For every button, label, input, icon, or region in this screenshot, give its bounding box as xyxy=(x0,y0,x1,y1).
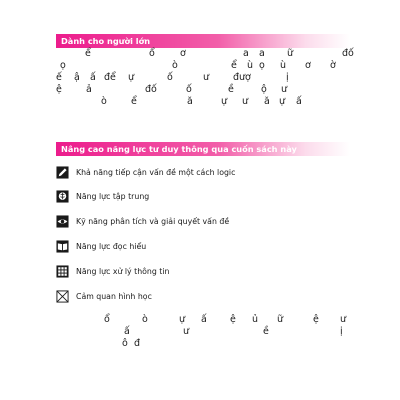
text-fragment: đố xyxy=(342,48,354,59)
shapes-icon xyxy=(56,290,69,303)
text-fragment: đố xyxy=(145,84,157,95)
skill-item-geometry xyxy=(56,284,356,308)
text-fragment: ấ xyxy=(201,314,207,325)
skill-item-focus xyxy=(56,185,356,209)
text-fragment: ự xyxy=(279,96,286,107)
book-icon xyxy=(56,240,69,253)
skill-label: Kỹ năng phân tích và giải quyết vấn đề xyxy=(76,217,230,227)
skill-item-analysis xyxy=(56,210,356,234)
text-fragment: ư xyxy=(281,84,288,95)
text-fragment: ù xyxy=(280,60,287,71)
text-fragment: đượ xyxy=(233,72,251,83)
text-fragment: ề xyxy=(263,326,269,337)
text-fragment: để xyxy=(104,72,116,83)
text-fragment: ố xyxy=(167,72,173,83)
text-fragment: ể xyxy=(131,96,137,107)
text-fragment: ị xyxy=(340,326,343,337)
text-fragment: ò xyxy=(142,314,148,325)
skills-footer-text xyxy=(56,314,356,350)
text-fragment: ữ xyxy=(277,314,284,325)
text-fragment: ổ xyxy=(104,314,110,325)
text-fragment: ơ xyxy=(305,60,311,71)
text-fragment: ệ xyxy=(56,84,62,95)
brain-icon xyxy=(56,190,69,203)
skill-label: Năng lực tập trung xyxy=(76,192,150,202)
adult-description-line xyxy=(56,72,356,84)
text-fragment: ệ xyxy=(230,314,236,325)
skills-footer-line xyxy=(56,314,356,326)
skill-label: Cảm quan hình học xyxy=(76,291,152,301)
text-fragment: ữ xyxy=(287,48,294,59)
text-fragment: ư xyxy=(183,326,190,337)
text-fragment: ấ xyxy=(124,326,130,337)
skill-list xyxy=(56,160,356,309)
text-fragment: a xyxy=(243,48,249,59)
text-fragment: ù xyxy=(247,60,254,71)
text-fragment: ọ xyxy=(60,60,66,71)
section-heading-skills: Nâng cao năng lực tư duy thông qua cuốn sách này xyxy=(56,142,350,156)
skills-footer-line xyxy=(56,326,356,338)
text-fragment: ề xyxy=(228,84,234,95)
adult-description xyxy=(56,48,356,108)
text-fragment: ự xyxy=(128,72,135,83)
section-heading-adults: Dành cho người lớn xyxy=(56,34,350,48)
grid-icon xyxy=(56,265,69,278)
skill-label: Khả năng tiếp cận vấn đề một cách logic xyxy=(76,167,236,177)
text-fragment: ự xyxy=(179,314,186,325)
text-fragment: ộ xyxy=(261,84,267,95)
skill-label: Năng lực xử lý thông tin xyxy=(76,267,170,277)
text-fragment: ả xyxy=(86,84,92,95)
text-fragment: ư xyxy=(242,96,249,107)
text-fragment: ấ xyxy=(90,72,96,83)
text-fragment: ọ xyxy=(259,60,265,71)
text-fragment: ố xyxy=(186,84,192,95)
skill-item-logic xyxy=(56,160,356,184)
text-fragment: ô xyxy=(122,338,128,349)
text-fragment: ò xyxy=(172,60,178,71)
text-fragment: ệ xyxy=(313,314,319,325)
text-fragment: ò xyxy=(101,96,107,107)
adult-description-line xyxy=(56,48,356,60)
adult-description-line xyxy=(56,96,356,108)
text-fragment: ư xyxy=(340,314,347,325)
skill-item-reading xyxy=(56,235,356,259)
skill-item-information xyxy=(56,260,356,284)
text-fragment: ổ xyxy=(149,48,155,59)
skills-footer-line xyxy=(56,338,356,350)
text-fragment: ể xyxy=(85,48,91,59)
text-fragment: ấ xyxy=(296,96,302,107)
text-fragment: ư xyxy=(203,72,210,83)
text-fragment: ă xyxy=(187,96,193,107)
text-fragment: ự xyxy=(221,96,228,107)
text-fragment: a xyxy=(259,48,265,59)
skill-label: Năng lực đọc hiểu xyxy=(76,242,147,252)
text-fragment: ờ xyxy=(330,60,336,71)
eye-icon xyxy=(56,215,69,228)
text-fragment: ị xyxy=(286,72,289,83)
pencil-icon xyxy=(56,166,69,179)
text-fragment: ă xyxy=(264,96,270,107)
adult-description-line xyxy=(56,60,356,72)
adult-description-line xyxy=(56,84,356,96)
text-fragment: ế xyxy=(56,72,62,83)
text-fragment: ể xyxy=(231,60,237,71)
text-fragment: ậ xyxy=(74,72,80,83)
text-fragment: đ xyxy=(134,338,141,349)
text-fragment: ủ xyxy=(252,314,259,325)
text-fragment: ơ xyxy=(180,48,186,59)
